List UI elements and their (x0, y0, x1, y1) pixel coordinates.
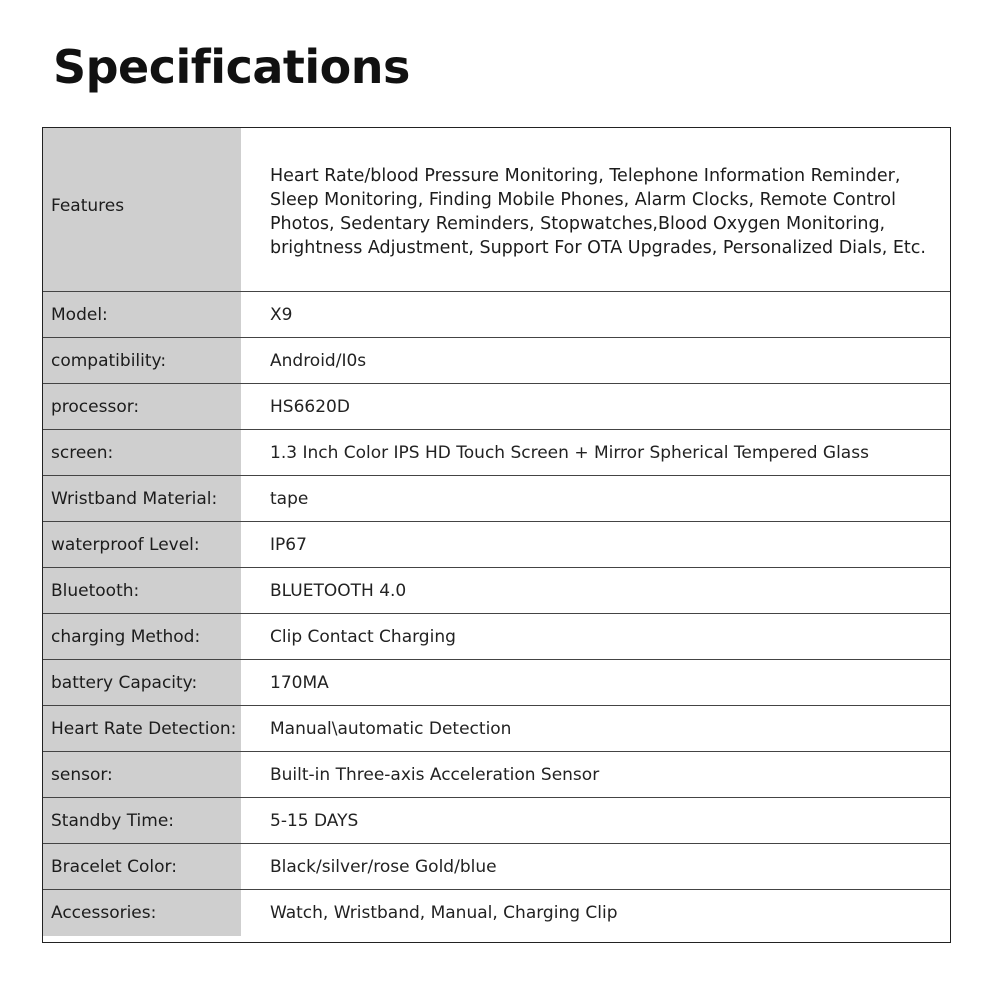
spec-value: tape (241, 476, 950, 521)
spec-row-waterproof-level (43, 522, 950, 568)
spec-value: Black/silver/rose Gold/blue (241, 844, 950, 889)
spec-value: HS6620D (241, 384, 950, 429)
features-line: Photos, Sedentary Reminders, Stopwatches,Blood Oxygen Monitoring, (270, 214, 886, 234)
spec-label: Bluetooth: (43, 568, 241, 613)
spec-value: Watch, Wristband, Manual, Charging Clip (241, 890, 950, 936)
spec-value: Built-in Three-axis Acceleration Sensor (241, 752, 950, 797)
spec-label: compatibility: (43, 338, 241, 383)
features-line: brightness Adjustment, Support For OTA Upgrades, Personalized Dials, Etc. (270, 238, 926, 258)
spec-value: 170MA (241, 660, 950, 705)
page-title: Specifications (53, 40, 410, 94)
spec-label: Model: (43, 292, 241, 337)
spec-row-sensor (43, 752, 950, 798)
spec-label: charging Method: (43, 614, 241, 659)
spec-value: IP67 (241, 522, 950, 567)
spec-label: Heart Rate Detection: (43, 706, 241, 751)
spec-value: Manual\automatic Detection (241, 706, 950, 751)
spec-row-model (43, 292, 950, 338)
spec-value: Android/I0s (241, 338, 950, 383)
features-line: Sleep Monitoring, Finding Mobile Phones, Alarm Clocks, Remote Control (270, 190, 896, 210)
spec-row-heart-rate-detection (43, 706, 950, 752)
spec-label: processor: (43, 384, 241, 429)
spec-row-bluetooth (43, 568, 950, 614)
spec-row-compatibility (43, 338, 950, 384)
spec-row-processor (43, 384, 950, 430)
spec-row-features (43, 128, 950, 292)
spec-value: Clip Contact Charging (241, 614, 950, 659)
spec-value: BLUETOOTH 4.0 (241, 568, 950, 613)
spec-row-bracelet-color (43, 844, 950, 890)
spec-row-charging-method (43, 614, 950, 660)
spec-row-screen (43, 430, 950, 476)
features-line: Heart Rate/blood Pressure Monitoring, Telephone Information Reminder, (270, 166, 901, 186)
spec-label: sensor: (43, 752, 241, 797)
spec-label-features: Features (43, 128, 241, 291)
spec-label: waterproof Level: (43, 522, 241, 567)
spec-row-standby-time (43, 798, 950, 844)
spec-label: Accessories: (43, 890, 241, 936)
spec-label: screen: (43, 430, 241, 475)
spec-value: 5-15 DAYS (241, 798, 950, 843)
features-text (270, 164, 926, 260)
spec-value: X9 (241, 292, 950, 337)
specifications-table (42, 127, 951, 943)
spec-row-wristband-material (43, 476, 950, 522)
spec-value-features (241, 128, 950, 291)
spec-label: Wristband Material: (43, 476, 241, 521)
spec-value: 1.3 Inch Color IPS HD Touch Screen + Mirror Spherical Tempered Glass (241, 430, 950, 475)
spec-label: Standby Time: (43, 798, 241, 843)
spec-row-accessories (43, 890, 950, 936)
spec-row-battery-capacity (43, 660, 950, 706)
spec-label: battery Capacity: (43, 660, 241, 705)
spec-label: Bracelet Color: (43, 844, 241, 889)
